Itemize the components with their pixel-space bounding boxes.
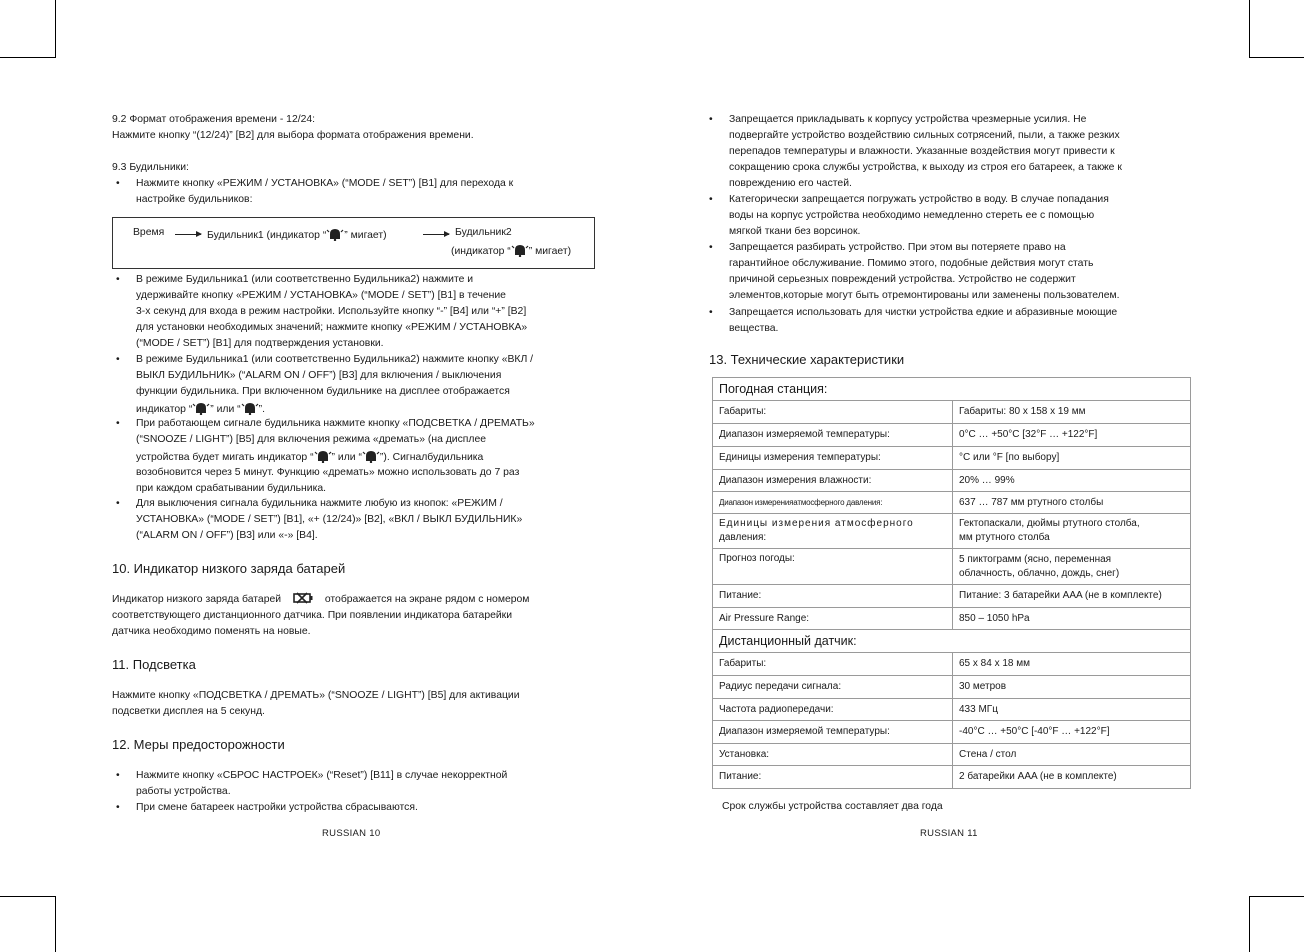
bullet-icon: • <box>709 307 713 318</box>
table-row: Прогноз погоды: 5 пиктограмм (ясно, переменная облачность, облачно, дождь, снег) <box>713 549 1191 585</box>
crop-mark <box>0 57 56 58</box>
bullet-icon: • <box>116 498 120 509</box>
section-11-title: 11. Подсветка <box>112 657 196 672</box>
arrow-right-icon <box>175 234 201 235</box>
service-life-note: Срок службы устройства составляет два года <box>722 801 943 812</box>
table-row: Габариты: Габариты: 80 x 158 x 19 мм <box>713 401 1191 424</box>
section-10-title: 10. Индикатор низкого заряда батарей <box>112 561 346 576</box>
crop-mark <box>0 896 56 897</box>
bullet-icon: • <box>116 354 120 365</box>
bullet-icon: • <box>116 802 120 813</box>
alarm-bell-icon <box>362 449 380 463</box>
alarm-bell-icon <box>326 227 344 241</box>
alarm-bell-icon <box>511 243 529 257</box>
crop-mark <box>1249 896 1250 952</box>
alarm-sequence-box: Время Будильник1 (индикатор “ ” мигает) Будильник2 (индикатор “ ” мигает) <box>112 217 595 269</box>
table-row: Диапазон измеренияатмосферного давления: 637 … 787 мм ртутного столбы <box>713 492 1191 514</box>
table-row: Питание: 2 батарейки AAA (не в комплекте) <box>713 766 1191 789</box>
bullet-icon: • <box>709 194 713 205</box>
alarm-bell-icon <box>192 401 210 415</box>
spec-table <box>712 377 1191 789</box>
section-9-2-title: 9.2 Формат отображения времени - 12/24: <box>112 114 316 125</box>
page-number-left: RUSSIAN 10 <box>322 828 381 839</box>
table-row: Единицы измерения атмосферного давления: Гектопаскали, дюймы ртутного столба, мм ртутного столба <box>713 514 1191 549</box>
section-9-3-title: 9.3 Будильники: <box>112 162 189 173</box>
table-row: Частота радиопередачи: 433 МГц <box>713 699 1191 721</box>
table-row: Радиус передачи сигнала: 30 метров <box>713 676 1191 699</box>
bullet-icon: • <box>116 178 120 189</box>
table-row: Диапазон измерения влажности: 20% … 99% <box>713 470 1191 492</box>
table-row: Диапазон измеряемой температуры: -40°C … +50°C [-40°F … +122°F] <box>713 721 1191 744</box>
crop-mark <box>1249 57 1304 58</box>
table-section-header: Погодная станция: <box>713 378 1191 401</box>
alarm-bell-icon <box>241 401 259 415</box>
crop-mark <box>55 896 56 952</box>
table-row: Габариты: 65 x 84 x 18 мм <box>713 653 1191 676</box>
bullet-icon: • <box>116 418 120 429</box>
arrow-right-icon <box>423 234 449 235</box>
table-row: Единицы измерения температуры: °C или °F [по выбору] <box>713 447 1191 470</box>
table-section-header: Дистанционный датчик: <box>713 630 1191 653</box>
crop-mark <box>1249 0 1250 57</box>
page-number-right: RUSSIAN 11 <box>920 828 978 839</box>
bullet-icon: • <box>116 770 120 781</box>
section-13-title: 13. Технические характеристики <box>709 352 905 367</box>
section-12-title: 12. Меры предосторожности <box>112 737 285 752</box>
section-9-2-text: Нажмите кнопку “(12/24)” [B2] для выбора формата отображения времени. <box>112 130 474 141</box>
alarm-bell-icon <box>314 449 332 463</box>
bullet-icon: • <box>709 114 713 125</box>
table-row: Air Pressure Range: 850 – 1050 hPa <box>713 608 1191 630</box>
bullet-icon: • <box>116 274 120 285</box>
table-row: Питание: Питание: 3 батарейки AAA (не в комплекте) <box>713 585 1191 608</box>
bullet-icon: • <box>709 242 713 253</box>
battery-low-icon <box>292 592 314 604</box>
table-row: Диапазон измеряемой температуры: 0°C … +50°C [32°F … +122°F] <box>713 424 1191 447</box>
crop-mark <box>55 0 56 57</box>
table-row: Установка: Стена / стол <box>713 744 1191 766</box>
crop-mark <box>1249 896 1304 897</box>
